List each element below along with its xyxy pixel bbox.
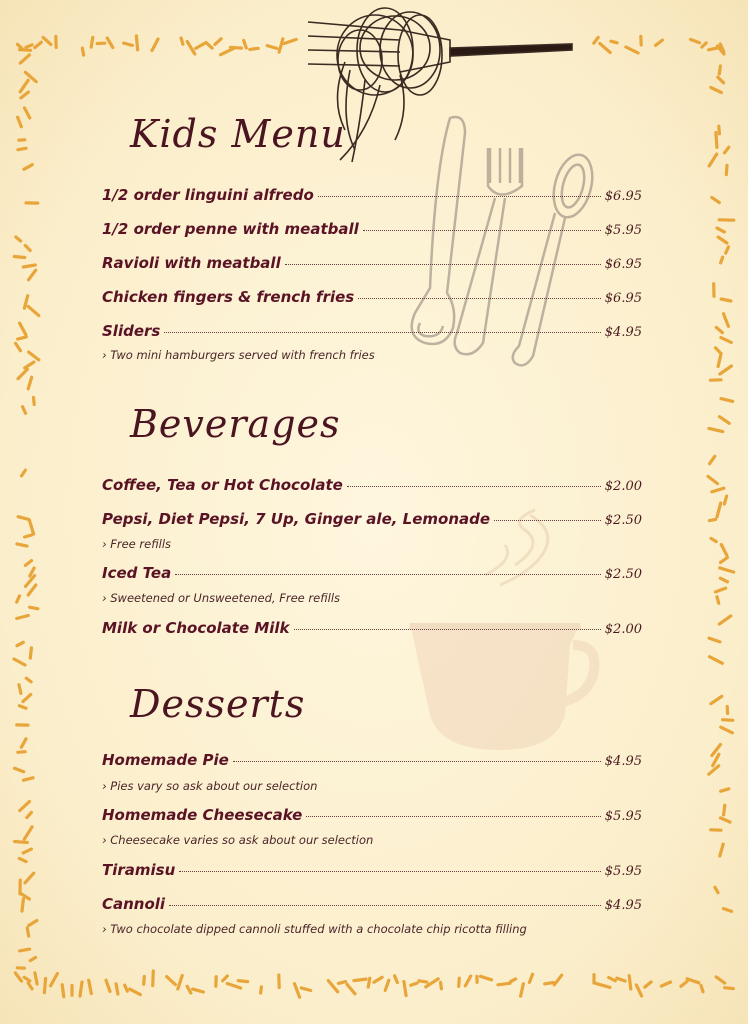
pasta-piece (419, 981, 427, 982)
menu-item (102, 895, 642, 917)
pasta-piece (91, 37, 93, 47)
pasta-piece (17, 544, 27, 546)
dot-leader (294, 629, 601, 630)
pasta-piece (718, 354, 721, 367)
pasta-piece (28, 585, 36, 595)
menu-item (102, 751, 642, 773)
pasta-piece (724, 314, 729, 327)
pasta-piece (521, 984, 524, 996)
pasta-piece (30, 607, 38, 609)
pasta-piece (193, 989, 204, 992)
item-name: Homemade Cheesecake (102, 806, 303, 824)
pasta-piece (231, 47, 242, 48)
pasta-piece (15, 842, 28, 843)
pasta-piece (726, 165, 727, 174)
pasta-piece (215, 39, 221, 45)
pasta-piece (29, 352, 39, 360)
pasta-piece (301, 988, 310, 991)
pasta-piece (720, 844, 723, 856)
item-name: Tiramisu (102, 861, 176, 879)
item-name: Sliders (102, 322, 161, 340)
pasta-piece (724, 909, 732, 912)
pasta-piece (368, 978, 370, 987)
menu-item (102, 220, 642, 242)
pasta-piece (709, 766, 719, 774)
pasta-piece (17, 616, 29, 619)
pasta-piece (28, 306, 39, 315)
pasta-piece (717, 597, 719, 604)
pasta-piece (26, 45, 32, 48)
pasta-piece (25, 362, 34, 368)
pasta-piece (23, 265, 35, 267)
pasta-piece (27, 928, 29, 936)
dot-leader (358, 298, 601, 299)
pasta-piece (725, 147, 729, 153)
pasta-piece (20, 802, 30, 811)
pasta-piece (250, 48, 258, 49)
pasta-piece (354, 979, 366, 981)
pasta-piece (15, 973, 21, 981)
pasta-piece (18, 117, 22, 126)
dot-leader (179, 871, 601, 872)
pasta-piece (29, 270, 36, 280)
pasta-piece (725, 988, 734, 989)
pasta-piece (459, 978, 460, 986)
dot-leader (175, 574, 601, 575)
pasta-piece (20, 50, 31, 51)
pasta-piece (25, 535, 32, 537)
item-name: Chicken fingers & french fries (102, 288, 355, 306)
pasta-piece (338, 982, 345, 984)
pasta-piece (719, 126, 720, 134)
pasta-piece (629, 976, 631, 989)
dot-leader (233, 761, 601, 762)
pasta-piece (35, 42, 42, 47)
item-description: › Pies vary so ask about our selection (102, 779, 318, 793)
pasta-piece (51, 974, 58, 986)
pasta-piece (718, 77, 724, 83)
pasta-piece (498, 983, 510, 985)
pasta-piece (196, 44, 205, 49)
pasta-piece (23, 849, 31, 853)
pasta-piece (25, 72, 36, 81)
pasta-piece (708, 476, 718, 483)
pasta-piece (20, 949, 30, 951)
pasta-piece (28, 377, 32, 389)
pasta-piece (284, 39, 296, 43)
pasta-piece (710, 657, 723, 664)
pasta-piece (44, 979, 45, 993)
pasta-piece (716, 327, 722, 332)
item-description: › Free refills (102, 537, 172, 551)
menu-item (102, 564, 642, 586)
pasta-piece (22, 470, 26, 476)
pasta-piece (23, 407, 26, 414)
pasta-piece (23, 694, 31, 701)
pasta-piece (721, 818, 731, 822)
pasta-piece (43, 37, 51, 44)
pasta-piece (411, 983, 417, 985)
menu-item (102, 619, 642, 641)
pasta-piece (720, 568, 734, 572)
pasta-piece (294, 984, 299, 998)
pasta-piece (18, 148, 26, 149)
pasta-piece (17, 642, 23, 645)
pasta-piece (18, 337, 27, 339)
item-price: $2.50 (604, 567, 642, 582)
item-price: $5.95 (604, 864, 642, 879)
pasta-piece (716, 977, 725, 983)
pasta-piece (25, 561, 31, 566)
item-price: $2.00 (604, 479, 642, 494)
pasta-piece (711, 538, 716, 541)
pasta-piece (709, 428, 723, 431)
pasta-piece (238, 981, 247, 982)
pasta-piece (20, 80, 28, 92)
pasta-piece (374, 977, 382, 982)
pasta-piece (510, 979, 515, 982)
item-description: › Cheesecake varies so ask about our selection (102, 833, 374, 847)
menu-item (102, 510, 642, 532)
section-title-beverages: Beverages (130, 402, 341, 446)
pasta-piece (144, 977, 145, 985)
pasta-piece (62, 985, 64, 997)
menu-item (102, 322, 642, 344)
pasta-piece (717, 228, 724, 232)
pasta-piece (465, 976, 470, 986)
pasta-piece (712, 745, 721, 756)
pasta-piece (107, 38, 113, 47)
pasta-piece (89, 980, 92, 993)
pasta-piece (267, 46, 277, 49)
item-price: $4.95 (604, 898, 642, 913)
pasta-piece (227, 984, 240, 989)
pasta-piece (187, 42, 195, 55)
pasta-piece (178, 976, 182, 990)
pasta-piece (720, 417, 730, 424)
pasta-piece (21, 92, 29, 98)
pasta-piece (441, 982, 442, 988)
pasta-piece (27, 812, 32, 817)
item-name: 1/2 order penne with meatball (102, 220, 359, 238)
pasta-piece (16, 343, 21, 350)
pasta-piece (721, 727, 733, 733)
item-description: › Sweetened or Unsweetened, Free refills (102, 591, 341, 605)
pasta-piece (626, 47, 638, 53)
pasta-piece (261, 987, 262, 993)
pasta-piece (709, 519, 715, 520)
pasta-piece (221, 49, 234, 55)
pasta-piece (404, 982, 406, 996)
pasta-piece (347, 984, 355, 994)
pasta-piece (726, 247, 729, 253)
item-name: Ravioli with meatball (102, 254, 281, 272)
pasta-piece (167, 977, 176, 985)
pasta-piece (721, 338, 731, 343)
pasta-piece (16, 237, 21, 241)
pasta-piece (721, 257, 723, 263)
pasta-piece (26, 678, 31, 682)
pasta-piece (20, 323, 26, 335)
pasta-piece (611, 41, 617, 43)
menu-item (102, 806, 642, 828)
pasta-piece (656, 40, 663, 45)
item-name: Pepsi, Diet Pepsi, 7 Up, Ginger ale, Lemonade (102, 510, 491, 528)
pasta-piece (481, 976, 492, 980)
item-name: Coffee, Tea or Hot Chocolate (102, 476, 343, 494)
pasta-piece (645, 982, 651, 987)
pasta-piece (24, 827, 32, 839)
pasta-piece (24, 296, 27, 308)
pasta-piece (719, 66, 720, 74)
pasta-piece (691, 39, 700, 42)
item-price: $4.95 (604, 754, 642, 769)
pasta-piece (14, 659, 25, 665)
pasta-piece (19, 858, 26, 861)
pasta-piece (29, 520, 33, 534)
pasta-piece (28, 983, 32, 989)
pasta-piece (721, 545, 727, 556)
pasta-piece (19, 685, 21, 694)
item-description: › Two mini hamburgers served with french fries (102, 348, 375, 362)
pasta-piece (710, 456, 715, 463)
pasta-piece (82, 48, 83, 55)
pasta-piece (709, 154, 717, 166)
pasta-piece (30, 957, 35, 960)
item-price: $2.50 (604, 513, 642, 528)
pasta-piece (21, 739, 26, 747)
pasta-piece (395, 976, 398, 983)
pasta-piece (636, 985, 641, 996)
pasta-piece (717, 503, 721, 517)
pasta-piece (106, 980, 110, 991)
pasta-piece (18, 369, 27, 378)
item-price: $2.00 (604, 622, 642, 637)
pasta-piece (17, 596, 20, 602)
pasta-piece (723, 720, 733, 721)
item-price: $4.95 (604, 325, 642, 340)
pasta-piece (14, 257, 24, 258)
pasta-piece (721, 558, 728, 563)
menu-item (102, 288, 642, 310)
pasta-piece (701, 986, 703, 992)
item-name: Cannoli (102, 895, 166, 913)
pasta-piece (721, 399, 733, 402)
pasta-piece (719, 616, 731, 624)
pasta-piece (30, 568, 34, 576)
pasta-piece (720, 578, 727, 582)
pasta-piece (385, 980, 389, 990)
section-title-desserts: Desserts (130, 682, 306, 726)
pasta-piece (529, 974, 532, 982)
pasta-piece (426, 979, 438, 987)
pasta-piece (187, 986, 191, 993)
pasta-piece (29, 921, 37, 926)
pasta-piece (716, 588, 726, 592)
dot-leader (285, 264, 601, 265)
pasta-piece (153, 971, 154, 986)
dot-leader (164, 332, 600, 333)
pasta-piece (545, 983, 554, 984)
pasta-piece (18, 44, 23, 49)
dot-leader (169, 905, 601, 906)
menu-item (102, 861, 642, 883)
pasta-piece (709, 48, 718, 50)
pasta-piece (724, 805, 725, 815)
item-price: $6.95 (604, 189, 642, 204)
section-title-kids-menu: Kids Menu (130, 112, 346, 156)
pasta-piece (130, 989, 141, 995)
pasta-piece (720, 366, 732, 374)
pasta-piece (223, 976, 228, 981)
menu-item (102, 476, 642, 498)
pasta-piece (35, 973, 37, 984)
pasta-piece (711, 88, 721, 93)
dot-leader (306, 816, 600, 817)
pasta-piece (594, 37, 598, 43)
pasta-piece (721, 789, 729, 791)
pasta-piece (702, 43, 706, 47)
pasta-piece (712, 197, 720, 202)
menu-item (102, 186, 642, 208)
pasta-piece (34, 398, 35, 405)
pasta-piece (617, 978, 625, 981)
pasta-piece (15, 768, 24, 771)
pasta-piece (609, 978, 616, 981)
dot-leader (494, 520, 601, 521)
dot-leader (318, 196, 601, 197)
pasta-piece (716, 133, 717, 148)
pasta-piece (724, 496, 726, 504)
item-description: › Two chocolate dipped cannoli stuffed with a chocolate chip ricotta filling (102, 922, 527, 936)
item-price: $5.95 (604, 809, 642, 824)
pasta-piece (687, 979, 699, 983)
pasta-piece (24, 165, 32, 170)
pasta-piece (125, 985, 128, 991)
pasta-piece (717, 46, 724, 54)
pasta-piece (709, 638, 720, 642)
pasta-piece (25, 108, 30, 118)
pasta-piece (596, 983, 610, 987)
item-price: $6.95 (604, 291, 642, 306)
pasta-piece (18, 517, 28, 520)
pasta-piece (718, 237, 727, 243)
pasta-piece (600, 43, 610, 52)
pasta-piece (661, 982, 670, 986)
pasta-piece (136, 36, 137, 50)
pasta-piece (328, 981, 337, 992)
item-name: Milk or Chocolate Milk (102, 619, 290, 637)
item-name: 1/2 order linguini alfredo (102, 186, 314, 204)
pasta-piece (24, 977, 30, 981)
item-price: $5.95 (604, 223, 642, 238)
pasta-piece (181, 38, 183, 44)
pasta-piece (20, 893, 29, 899)
pasta-piece (26, 576, 35, 587)
pasta-piece (554, 975, 561, 985)
menu-item (102, 254, 642, 276)
item-price: $6.95 (604, 257, 642, 272)
pasta-piece (24, 778, 34, 780)
pasta-piece (715, 887, 718, 892)
pasta-piece (279, 39, 283, 52)
pasta-piece (25, 246, 30, 251)
pasta-piece (244, 41, 247, 49)
pasta-piece (22, 899, 23, 911)
pasta-piece (206, 42, 212, 48)
pasta-piece (713, 754, 719, 765)
pasta-piece (124, 43, 133, 45)
dot-leader (347, 486, 601, 487)
pasta-piece (30, 648, 31, 658)
pasta-piece (681, 981, 687, 986)
dot-leader (363, 230, 601, 231)
pasta-piece (711, 696, 722, 703)
pasta-piece (716, 348, 720, 352)
pasta-piece (80, 982, 82, 996)
pasta-piece (116, 984, 118, 994)
pasta-piece (720, 44, 724, 52)
item-name: Iced Tea (102, 564, 172, 582)
pasta-piece (25, 873, 34, 883)
pasta-piece (18, 752, 25, 753)
pasta-piece (20, 55, 29, 63)
pasta-piece (19, 706, 26, 709)
pasta-piece (152, 39, 158, 50)
item-name: Homemade Pie (102, 751, 229, 769)
pasta-piece (712, 488, 724, 492)
pasta-piece (721, 299, 731, 301)
